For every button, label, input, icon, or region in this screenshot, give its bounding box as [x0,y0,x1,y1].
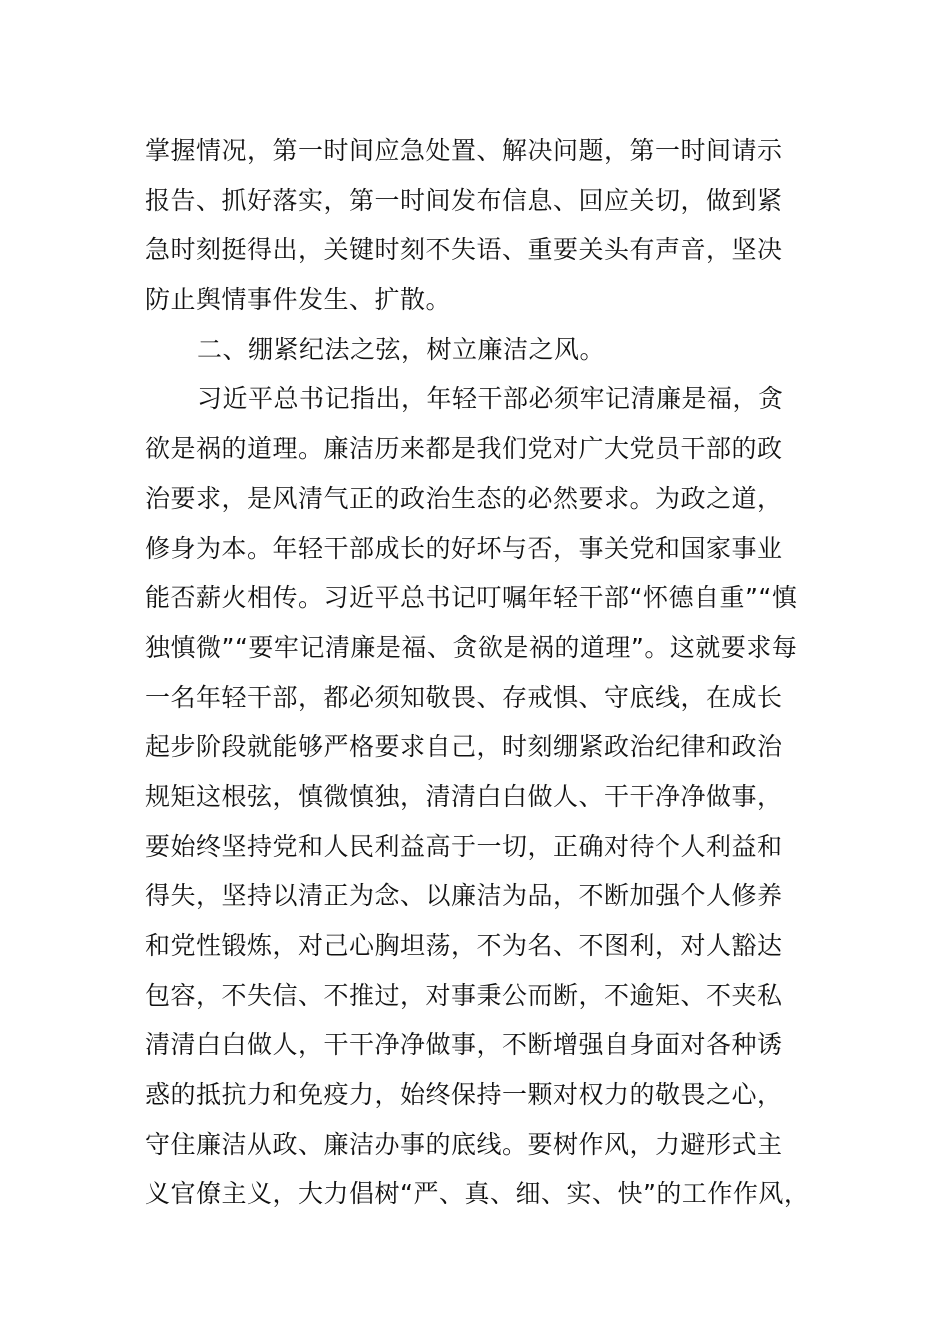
paragraph-1-line-3: 急时刻挺得出，关键时刻不失语、重要关头有声音，坚决 [145,235,783,265]
paragraph-2-line-3: 治要求，是风清气正的政治生态的必然要求。为政之道， [145,483,783,513]
paragraph-2-line-12: 和党性锻炼，对己心胸坦荡，不为名、不图利，对人豁达 [145,931,783,960]
document-body [145,126,835,1219]
paragraph-2-line-8: 起步阶段就能够严格要求自己，时刻绷紧政治纪律和政治 [145,732,783,762]
paragraph-2-line-4: 修身为本。年轻干部成长的好坏与否，事关党和国家事业 [145,533,783,563]
paragraph-2-line-11: 得失，坚持以清正为念、以廉洁为品，不断加强个人修养 [145,881,783,911]
paragraph-2-line-13: 包容，不失信、不推过，对事秉公而断，不逾矩、不夹私 [145,980,783,1010]
paragraph-2-line-1: 习近平总书记指出，年轻干部必须牢记清廉是福，贪 [197,384,784,414]
paragraph-2-line-14: 清清白白做人，干干净净做事，不断增强自身面对各种诱 [145,1030,783,1060]
paragraph-1-line-1: 掌握情况，第一时间应急处置、解决问题，第一时间请示 [145,136,783,165]
paragraph-2-line-10: 要始终坚持党和人民利益高于一切，正确对待个人利益和 [145,831,783,861]
paragraph-2-line-17: 义官僚主义，大力倡树“严、真、细、实、快”的工作作风， [145,1179,810,1209]
paragraph-2-line-9: 规矩这根弦，慎微慎独，清清白白做人、干干净净做事， [145,781,783,811]
paragraph-2-line-15: 惑的抵抗力和免疫力，始终保持一颗对权力的敬畏之心， [145,1080,783,1110]
paragraph-2-line-16: 守住廉洁从政、廉洁办事的底线。要树作风，力避形式主 [145,1129,783,1159]
paragraph-1-line-2: 报告、抓好落实，第一时间发布信息、回应关切，做到紧 [145,185,783,215]
paragraph-1-line-4: 防止舆情事件发生、扩散。 [145,285,452,315]
paragraph-2-line-7: 一名年轻干部，都必须知敬畏、存戒惧、守底线，在成长 [145,682,783,712]
paragraph-2-line-6: 独慎微”“要牢记清廉是福、贪欲是祸的道理”。这就要求每 [145,632,798,662]
section-heading-2: 二、绷紧纪法之弦，树立廉洁之风。 [197,334,606,364]
paragraph-2-line-2: 欲是祸的道理。廉洁历来都是我们党对广大党员干部的政 [145,434,783,464]
paragraph-2-line-5: 能否薪火相传。习近平总书记叮嘱年轻干部“怀德自重”“慎 [145,583,798,613]
